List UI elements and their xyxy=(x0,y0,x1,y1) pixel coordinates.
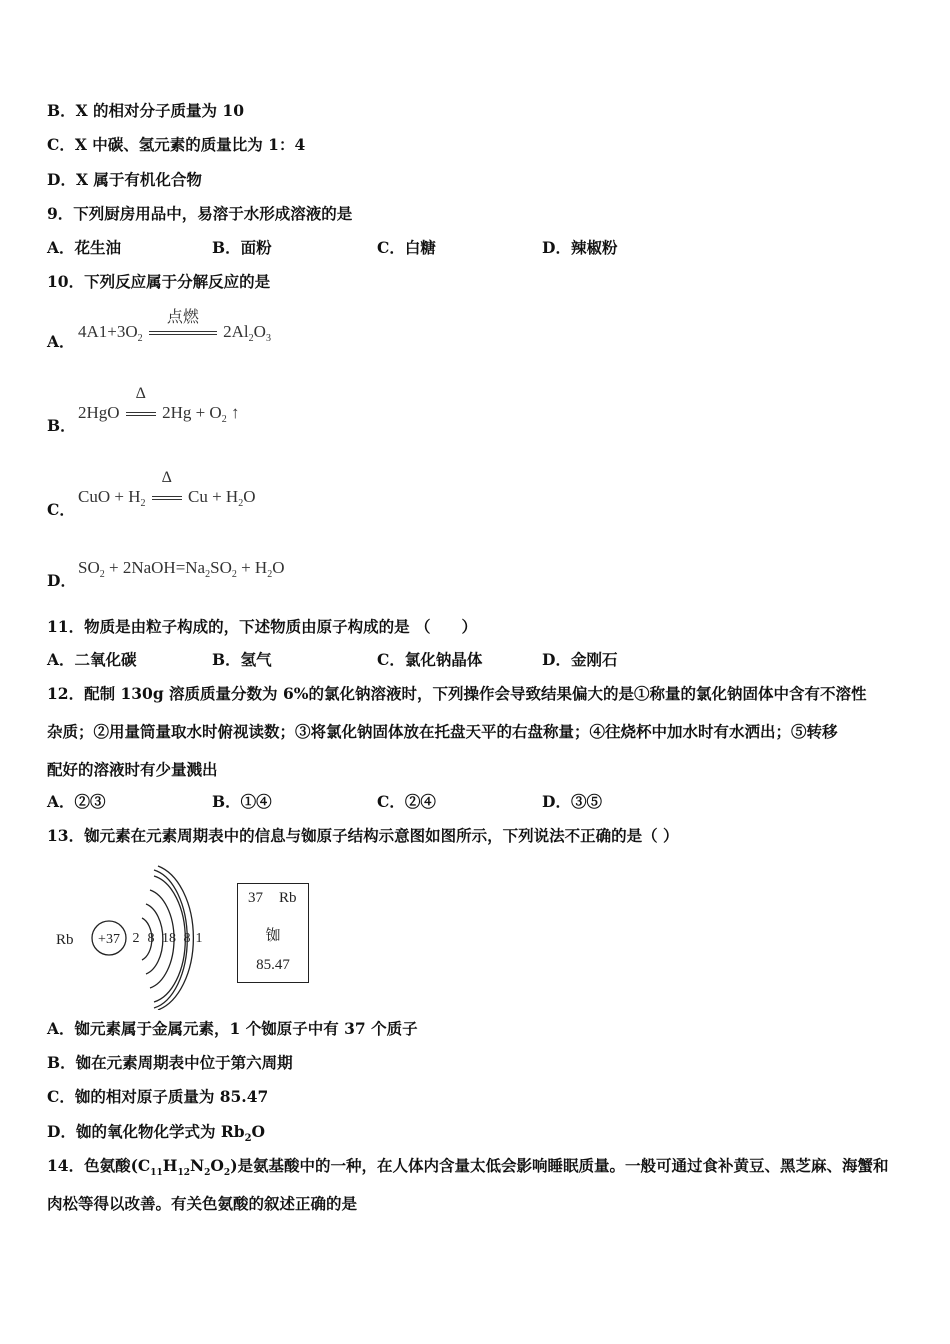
q13-option-a: A．铷元素属于金属元素，1 个铷原子中有 37 个质子 xyxy=(47,1019,418,1038)
q10-label-d: D． xyxy=(47,571,76,590)
q10-equation-b: 2HgO Δ $2Hg + O_2$ ↑ xyxy=(78,385,240,425)
shell-2-electrons: 8 xyxy=(147,931,155,946)
q10-equation-d: $SO_2$ + $2NaOH=Na_2SO_2 + H_2O$ xyxy=(78,558,285,580)
q9-option-c: C．白糖 xyxy=(377,238,436,257)
shell-1-electrons: 2 xyxy=(132,931,140,946)
q9-stem: 9．下列厨房用品中，易溶于水形成溶液的是 xyxy=(47,204,353,223)
element-card xyxy=(237,883,309,983)
nucleus-charge: +37 xyxy=(98,932,120,947)
shell-3-electrons: 18 xyxy=(162,931,176,946)
shell-4-electrons: 8 xyxy=(183,931,191,946)
q8-option-b: B．X 的相对分子质量为 10 xyxy=(47,101,244,120)
q11-option-d: D．金刚石 xyxy=(542,650,618,669)
q11-option-b: B．氢气 xyxy=(212,650,272,669)
q9-option-b: B．面粉 xyxy=(212,238,272,257)
shell-5-electrons: 1 xyxy=(195,931,203,946)
q10-label-a: A． xyxy=(47,332,75,351)
q8-option-c: C．X 中碳、氢元素的质量比为 1：4 xyxy=(47,135,306,154)
rubidium-atom-diagram xyxy=(50,860,215,1010)
q10-equation-a: $4A1+3O_2$ 点燃 $2Al_2O_3$ xyxy=(78,309,271,344)
condition-heat: Δ xyxy=(126,403,156,423)
q10-equation-c: CuO + $H_2$ Δ $Cu + H_2O$ xyxy=(78,469,256,509)
q10-stem: 10．下列反应属于分解反应的是 xyxy=(47,272,271,291)
q13-option-c: C．铷的相对原子质量为 85.47 xyxy=(47,1087,269,1106)
q8-option-d: D．X 属于有机化合物 xyxy=(47,170,202,189)
q12-option-c: C．②④ xyxy=(377,792,436,811)
element-name: 铷 xyxy=(265,928,281,944)
q11-option-a: A．二氧化碳 xyxy=(47,650,137,669)
element-mass: 85.47 xyxy=(256,957,290,973)
element-symbol: Rb xyxy=(279,890,297,906)
q9-option-a: A．花生油 xyxy=(47,238,122,257)
q12-option-d: D．③⑤ xyxy=(542,792,602,811)
q10-label-b: B． xyxy=(47,416,76,435)
q11-stem: 11．物质是由粒子构成的，下述物质由原子构成的是 （ ） xyxy=(47,617,477,636)
q10-label-c: C． xyxy=(47,500,75,519)
atom-symbol: Rb xyxy=(56,932,74,948)
q13-stem: 13．铷元素在元素周期表中的信息与铷原子结构示意图如图所示，下列说法不正确的是（ ） xyxy=(47,826,679,845)
q12-stem-line1: 12．配制 130g 溶质质量分数为 6%的氯化钠溶液时，下列操作会导致结果偏大的是①称量的氯化钠固体中含有不溶性 xyxy=(47,684,867,703)
q11-option-c: C．氯化钠晶体 xyxy=(377,650,483,669)
q9-option-d: D．辣椒粉 xyxy=(542,238,618,257)
condition-heat: Δ xyxy=(152,487,182,507)
element-number: 37 xyxy=(248,890,263,906)
q12-option-a: A．②③ xyxy=(47,792,106,811)
q14-stem-line1: 14．色氨酸$(C_{11}H_{12}N_2O_2)$是氨基酸中的一种，在人体内含量太低会影响睡眠质量。一般可通过食补黄豆、黑芝麻、海蟹和 xyxy=(47,1156,889,1179)
q12-stem-line3: 配好的溶液时有少量溅出 xyxy=(47,760,218,779)
q12-option-b: B．①④ xyxy=(212,792,272,811)
q12-stem-line2: 杂质；②用量筒量取水时俯视读数；③将氯化钠固体放在托盘天平的右盘称量；④往烧杯中加水时有水洒出；⑤转移 xyxy=(47,722,838,741)
q13-option-d: D．铷的氧化物化学式为 $Rb_2O$ xyxy=(47,1122,266,1145)
condition-ignite: 点燃 xyxy=(149,322,217,342)
q13-option-b: B．铷在元素周期表中位于第六周期 xyxy=(47,1053,293,1072)
q14-stem-line2: 肉松等得以改善。有关色氨酸的叙述正确的是 xyxy=(47,1194,358,1213)
